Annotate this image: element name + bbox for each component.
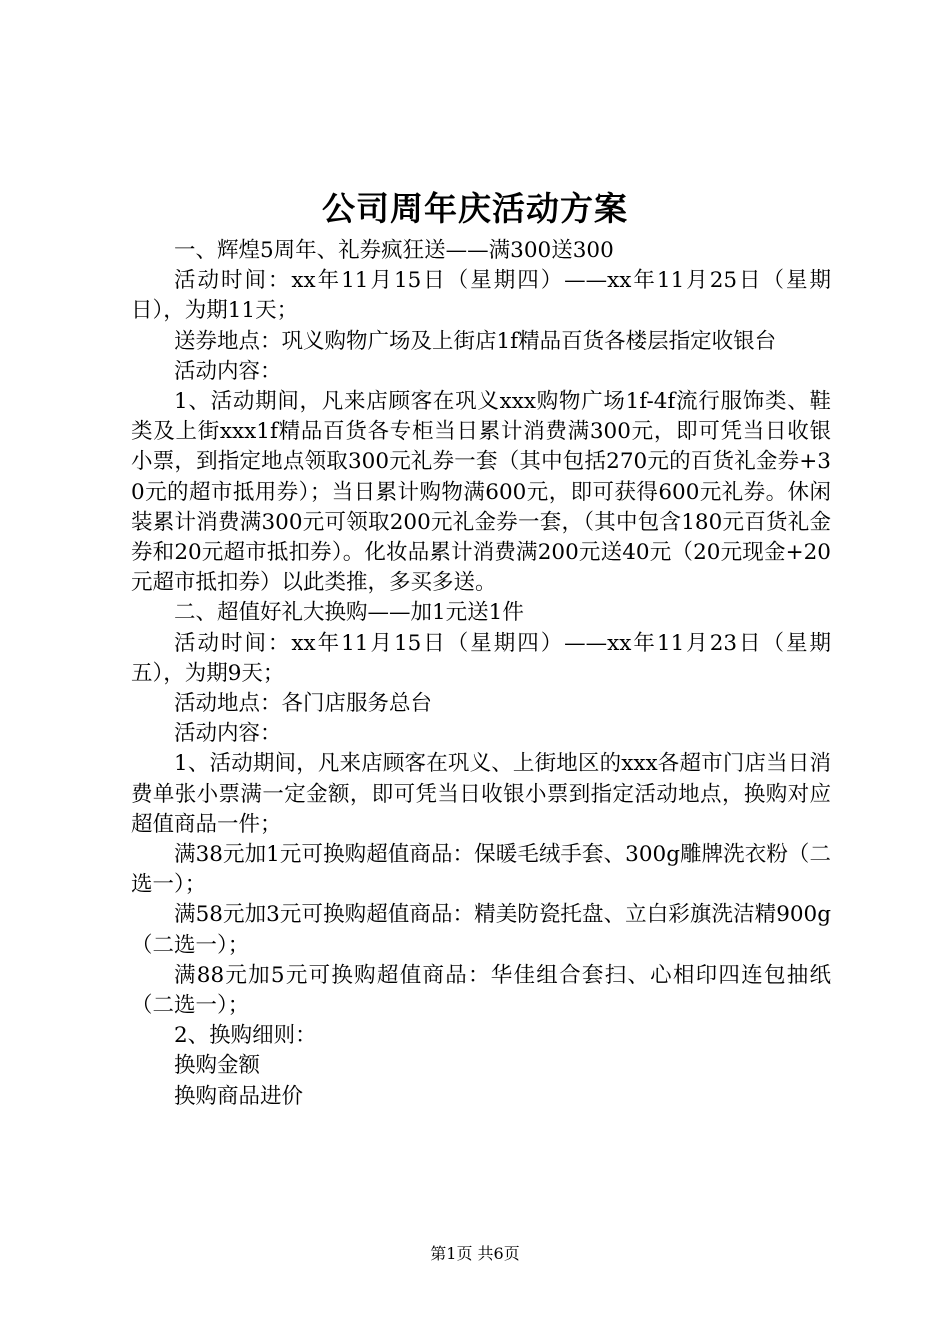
paragraph-activity-content-label-2: 活动内容： xyxy=(174,721,282,747)
document-body xyxy=(131,236,831,1112)
paragraph-activity-content-1: 1、活动期间，凡来店顾客在巩义xxx购物广场1f-4f流行服饰类、鞋类及上街xxx1f精品百货各专柜当日累计消费满300元，即可凭当日收银小票，到指定地点领取300元礼券一套（其中包括270元的百货礼金券+30元的超市抵用券）；当日累计购物满600元，即可获得600元礼券。休闲装累计消费满300元可领取200元礼金券一套，（其中包含180元百货礼金券和20元超市抵扣券）。化妆品累计消费满200元送40元（20元现金+20元超市抵扣券）以此类推，多买多送。 xyxy=(131,389,831,596)
paragraph-exchange-tier-88: 满88元加5元可换购超值商品：华佳组合套扫、心相印四连包抽纸（二选一）； xyxy=(131,962,831,1019)
page-footer: 第1页 共6页 xyxy=(430,1244,520,1263)
section-heading-1: 一、辉煌5周年、礼券疯狂送——满300送300 xyxy=(174,238,614,263)
paragraph-exchange-tier-58: 满58元加3元可换购超值商品：精美防瓷托盘、立白彩旗洗洁精900g（二选一）； xyxy=(131,902,831,958)
paragraph-activity-content-2: 1、活动期间，凡来店顾客在巩义、上街地区的xxx各超市门店当日消费单张小票满一定金额，即可凭当日收银小票到指定活动地点，换购对应超值商品一件； xyxy=(131,751,831,837)
paragraph-exchange-rules: 2、换购细则： xyxy=(174,1023,317,1049)
paragraph-activity-content-label-1: 活动内容： xyxy=(174,358,282,384)
paragraph-activity-time-2: 活动时间：xx年11月15日（星期四）——xx年11月23日（星期五），为期9天； xyxy=(131,630,831,686)
document-title: 公司周年庆活动方案 xyxy=(322,189,628,228)
paragraph-coupon-location: 送券地点：巩义购物广场及上街店1f精品百货各楼层指定收银台 xyxy=(174,328,777,354)
paragraph-exchange-cost: 换购商品进价 xyxy=(174,1083,304,1109)
paragraph-activity-time-1: 活动时间：xx年11月15日（星期四）——xx年11月25日（星期日），为期11天； xyxy=(131,268,831,324)
section-heading-2: 二、超值好礼大换购——加1元送1件 xyxy=(174,600,524,626)
paragraph-activity-location: 活动地点：各门店服务总台 xyxy=(174,691,433,717)
paragraph-exchange-tier-38: 满38元加1元可换购超值商品：保暖毛绒手套、300g雕牌洗衣粉（二选一）； xyxy=(131,842,831,898)
paragraph-exchange-amount: 换购金额 xyxy=(174,1053,261,1079)
